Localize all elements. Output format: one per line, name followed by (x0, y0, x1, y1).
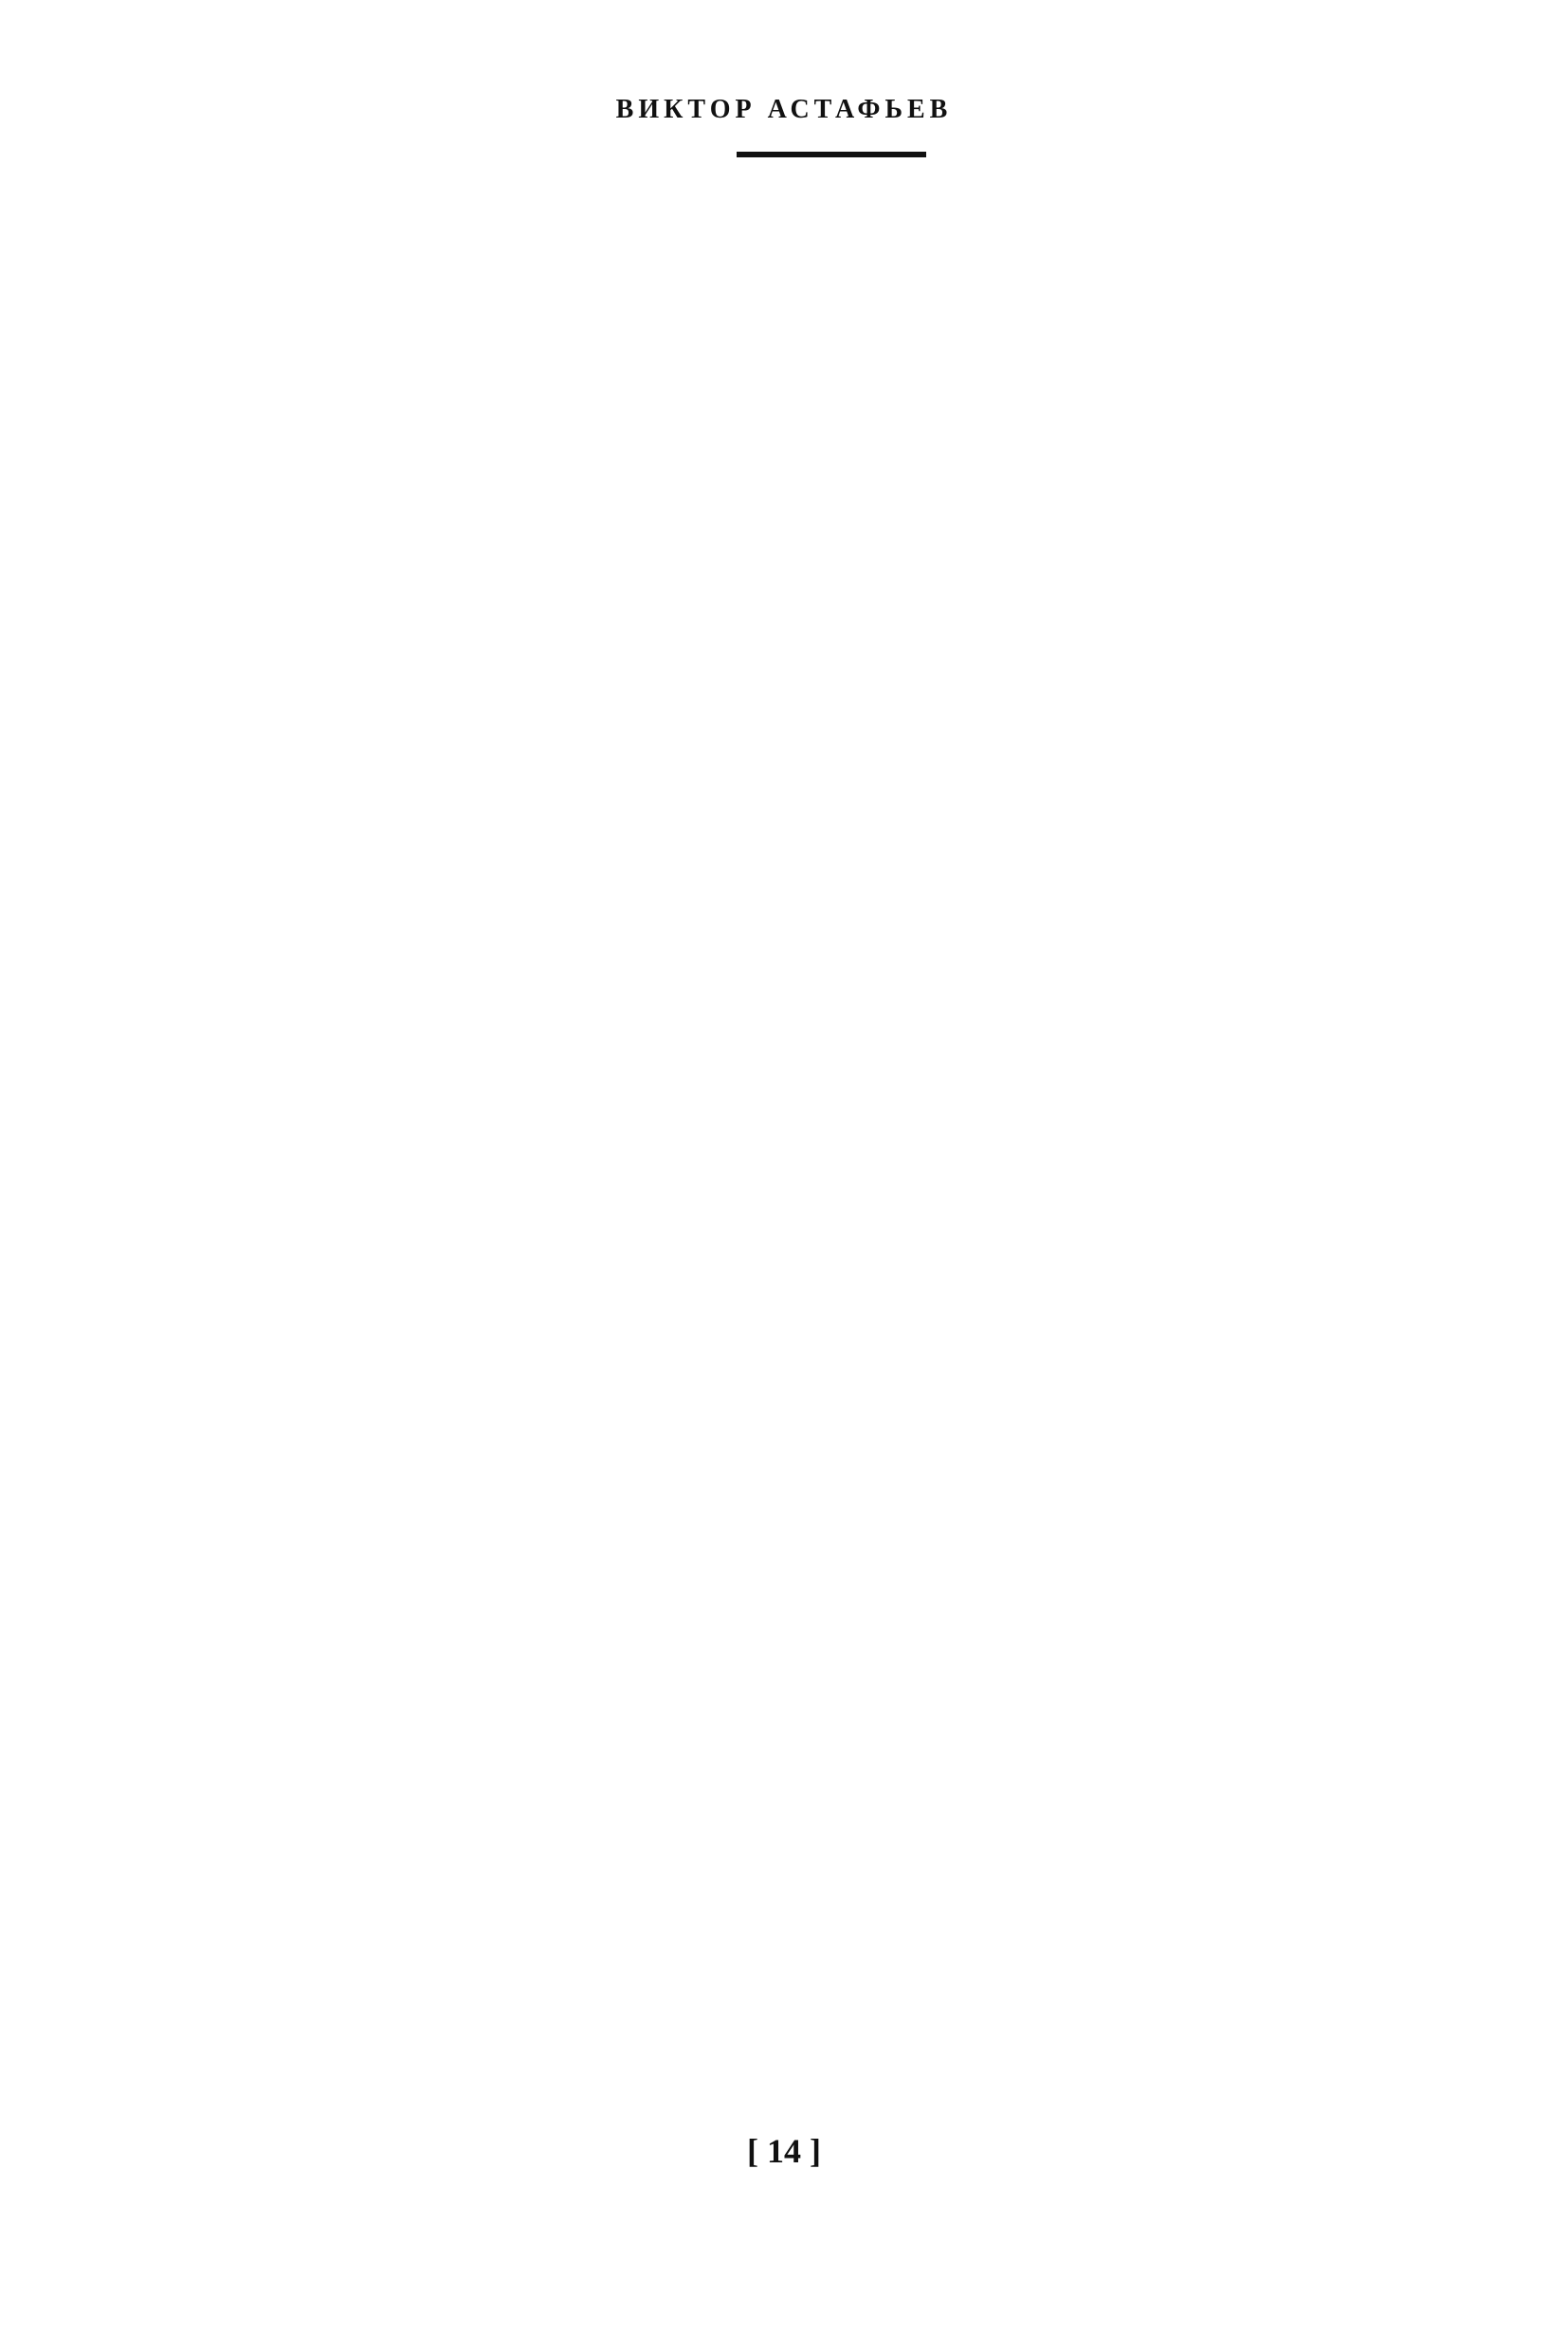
running-header (0, 95, 1568, 125)
paragraph-continued (199, 188, 1369, 241)
header-rule (737, 152, 926, 157)
page-number: [ 14 ] (747, 2132, 821, 2170)
body-text (199, 188, 1369, 2103)
paragraph (199, 241, 1369, 294)
paragraph (199, 453, 1369, 506)
paragraph (199, 347, 1369, 400)
paragraph (199, 294, 1369, 347)
author-name: ВИКТОР АСТАФЬЕВ (615, 95, 953, 124)
paragraph (199, 400, 1369, 453)
